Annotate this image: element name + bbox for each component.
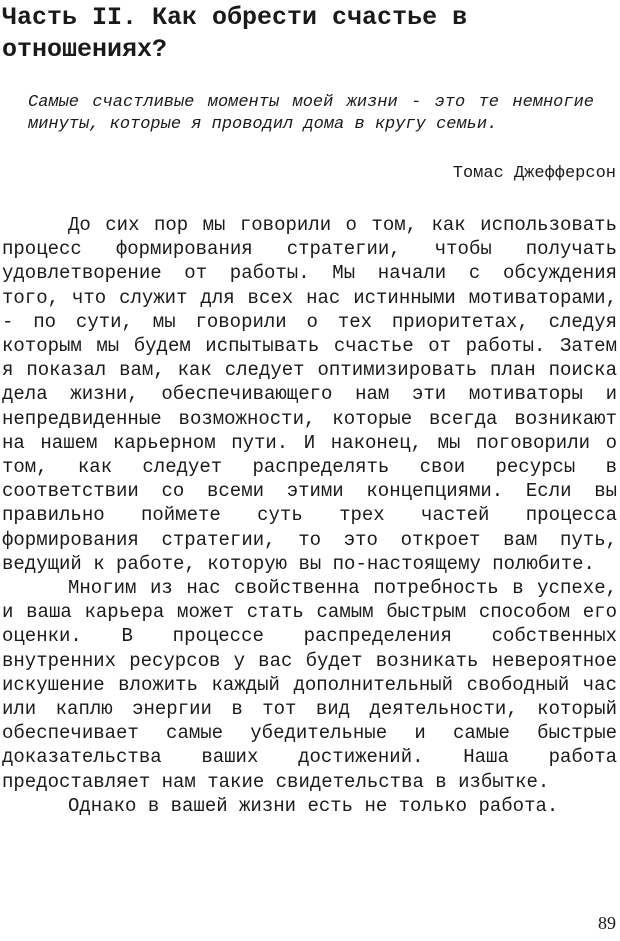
chapter-title: Часть II. Как обрести счастье в отношениях? bbox=[2, 3, 468, 64]
paragraph-3: Однако в вашей жизни есть не только работа. bbox=[68, 794, 559, 817]
body-text bbox=[2, 213, 617, 818]
page-number: 89 bbox=[598, 913, 616, 933]
paragraph-1: До сих пор мы говорили о том, как использовать процесс формирования стратегии, чтобы получать удовлетворение от работы. Мы начали с обсуждения того, что служит для всех нас истинными мотиваторами, - по сути, мы говорили о тех приоритетах, следуя которым мы будем испытывать счастье от работы. Затем я показал вам, как следует оптимизировать план поиска дела жизни, обеспечивающего нам эти мотиваторы и непредвиденные возможности, которые всегда возникают на нашем карьерном пути. И наконец, мы поговорили о том, как следует распределять свои ресурсы в соответствии со всеми этими концепциями. Если вы правильно поймете суть трех частей процесса формирования стратегии, то это откроет вам путь, ведущий к работе, которую вы по-настоящему полюбите. bbox=[2, 214, 617, 575]
epigraph-quote: Самые счастливые моменты моей жизни - это те немногие минуты, которые я проводил дома в кругу семьи. bbox=[28, 93, 594, 134]
paragraph-2: Многим из нас свойственна потребность в успехе, и ваша карьера может стать самым быстрым способом его оценки. В процессе распределения собственных внутренних ресурсов у вас будет возникать невероятное искушение вложить каждый дополнительный свободный час или каплю энергии в тот вид деятельности, который обеспечивает самые убедительные и самые быстрые доказательства ваших достижений. Наша работа предоставляет нам такие свидетельства в избытке. bbox=[2, 577, 617, 793]
epigraph-author: Томас Джефферсон bbox=[452, 164, 616, 183]
